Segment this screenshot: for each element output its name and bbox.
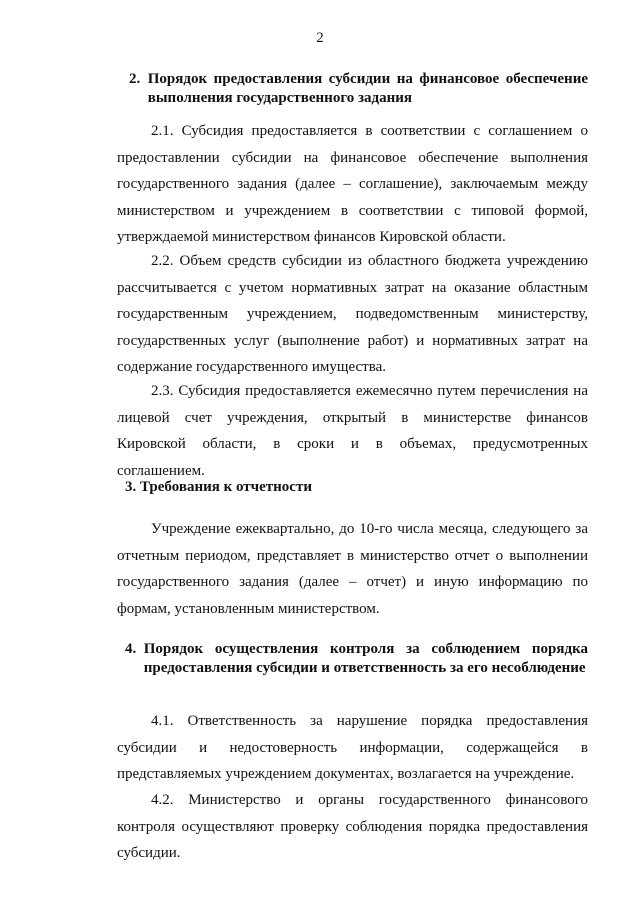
paragraph-3: Учреждение ежеквартально, до 10-го числа месяца, следующего за отчетным периодом, представляет в министерство отчет о выполнении государственного задания (далее – отчет) и иную информацию по формам, установленным министерством. xyxy=(117,521,588,617)
section-2-heading xyxy=(129,70,588,108)
section-2-number: 2. xyxy=(129,71,148,87)
paragraph-2-2: 2.2. Объем средств субсидии из областного бюджета учреждению рассчитывается с учетом нормативных затрат на оказание областным государственным учреждением, подведомственным министерству, государственных услуг (выполнение работ) и нормативных затрат на содержание государственного имущества. xyxy=(117,253,588,375)
section-2-title: Порядок предоставления субсидии на финансовое обеспечение выполнения государственного задания xyxy=(147,71,588,106)
paragraph-4-2: 4.2. Министерство и органы государственного финансового контроля осуществляют проверку соблюдения порядка предоставления субсидии. xyxy=(117,792,588,861)
section-4-number: 4. xyxy=(125,641,144,657)
section-4-heading xyxy=(125,640,588,678)
section-4-title: Порядок осуществления контроля за соблюдением порядка предоставления субсидии и ответственность за его несоблюдение xyxy=(143,641,588,676)
section-3-number: 3. xyxy=(125,479,140,495)
page-number: 2 xyxy=(316,30,324,46)
paragraph-2-3: 2.3. Субсидия предоставляется ежемесячно путем перечисления на лицевой счет учреждения, открытый в министерстве финансов Кировской области, в сроки и в объемах, предусмотренных соглашением. xyxy=(117,383,588,479)
paragraph-2-1: 2.1. Субсидия предоставляется в соответствии с соглашением о предоставлении субсидии на финансовое обеспечение выполнения государственного задания (далее – соглашение), заключаемым между министерством и учреждением в соответствии с типовой формой, утверждаемой министерством финансов Кировской области. xyxy=(117,123,588,245)
section-3-title: Требования к отчетности xyxy=(140,479,312,495)
section-3-heading xyxy=(125,478,588,497)
paragraph-4-1: 4.1. Ответственность за нарушение порядка предоставления субсидии и недостоверность информации, содержащейся в представляемых учреждением документах, возлагается на учреждение. xyxy=(117,713,588,782)
